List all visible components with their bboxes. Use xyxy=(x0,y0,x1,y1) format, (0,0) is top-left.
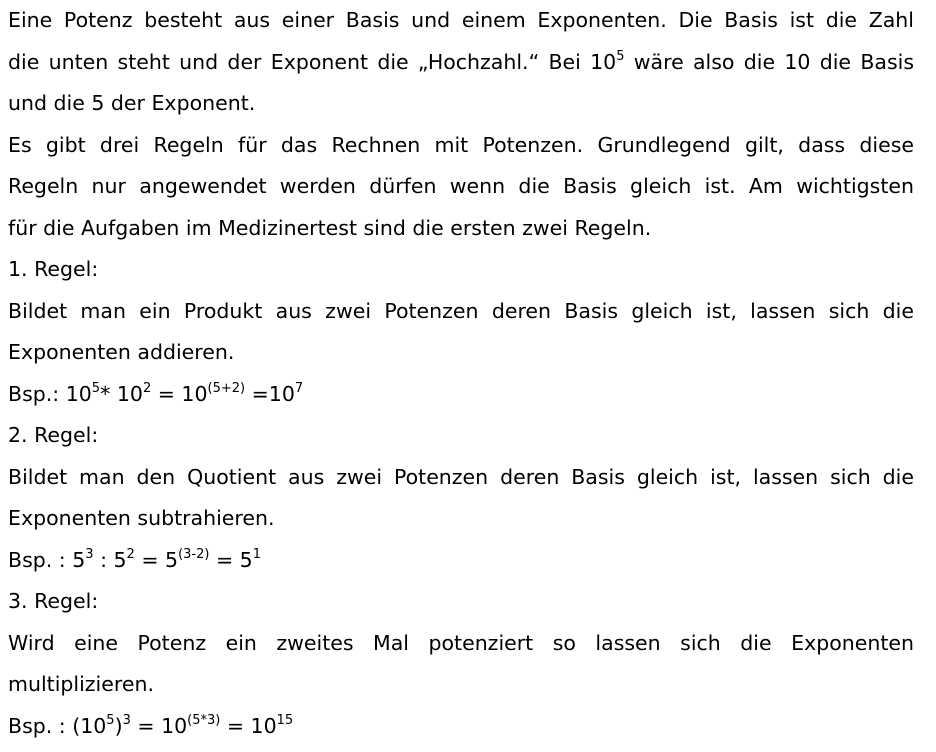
rule-2-text-line-1: Bildet man den Quotient aus zwei Potenzen deren Basis gleich ist, lassen sich die xyxy=(8,464,914,489)
rule-2-example-text: = 5 xyxy=(209,547,253,572)
rules-intro-line-1: Es gibt drei Regeln für das Rechnen mit Potenzen. Grundlegend gilt, dass diese xyxy=(8,132,914,157)
rule-1-text-line-2: Exponenten addieren. xyxy=(8,340,235,364)
rule-2-example-text: Bsp. : 5 xyxy=(8,547,86,572)
document-body xyxy=(8,0,914,747)
rule-3-example xyxy=(8,706,914,748)
rule-1-example-exponent: 7 xyxy=(294,380,304,396)
rule-2-example-exponent: 3 xyxy=(85,546,94,562)
rule-2-text-line-2: Exponenten subtrahieren. xyxy=(8,506,275,530)
intro-line-2-exponent: 5 xyxy=(616,48,625,64)
rules-intro-line-2: Regeln nur angewendet werden dürfen wenn die Basis gleich ist. Am wichtigsten xyxy=(8,174,914,198)
rule-1-example-exponent: (5+2) xyxy=(207,380,246,396)
rule-2-heading: 2. Regel: xyxy=(8,423,99,447)
intro-line-2 xyxy=(8,42,914,84)
rule-1-example-text: * 10 xyxy=(100,381,143,406)
rule-2-example-exponent: 2 xyxy=(126,546,135,562)
rule-3-example-exponent: 3 xyxy=(122,712,131,728)
intro-line-2-text-a: die unten steht und der Exponent die „Hochzahl.“ Bei 10 xyxy=(8,49,617,74)
intro-line-2-text-b: wäre also die 10 die Basis xyxy=(624,49,914,74)
rule-1-heading: 1. Regel: xyxy=(8,257,99,281)
rule-1-example xyxy=(8,374,914,416)
rule-3-text-line-1: Wird eine Potenz ein zweites Mal potenziert so lassen sich die Exponenten xyxy=(8,630,914,655)
rule-3-heading: 3. Regel: xyxy=(8,589,99,613)
rule-1-example-exponent: 5 xyxy=(91,380,101,396)
rule-2-example xyxy=(8,540,914,582)
rule-3-example-text: Bsp. : (10 xyxy=(8,713,107,738)
rule-1-example-exponent: 2 xyxy=(142,380,152,396)
rule-3-text-line-2: multiplizieren. xyxy=(8,672,154,696)
rule-1-text-line-1: Bildet man ein Produkt aus zwei Potenzen deren Basis gleich ist, lassen sich die xyxy=(8,298,914,323)
rule-3-example-text: ) xyxy=(114,713,123,738)
rule-3-example-exponent: 5 xyxy=(106,712,115,728)
intro-line-3: und die 5 der Exponent. xyxy=(8,91,256,115)
rule-2-example-text: : 5 xyxy=(93,547,127,572)
rule-2-example-exponent: 1 xyxy=(252,546,262,562)
rule-3-example-text: = 10 xyxy=(130,713,188,738)
rules-intro-line-3: für die Aufgaben im Medizinertest sind die ersten zwei Regeln. xyxy=(8,215,652,240)
rule-2-example-text: = 5 xyxy=(134,547,179,572)
rule-3-example-text: = 10 xyxy=(220,713,277,738)
intro-line-1: Eine Potenz besteht aus einer Basis und einem Exponenten. Die Basis ist die Zahl xyxy=(8,8,914,32)
rule-3-example-exponent: 15 xyxy=(276,712,294,728)
rule-2-example-exponent: (3-2) xyxy=(178,546,210,562)
rule-1-example-text: = 10 xyxy=(151,381,208,406)
rule-3-example-exponent: (5*3) xyxy=(187,712,221,728)
rule-1-example-text: =10 xyxy=(245,381,295,406)
rule-1-example-text: Bsp.: 10 xyxy=(8,381,92,406)
